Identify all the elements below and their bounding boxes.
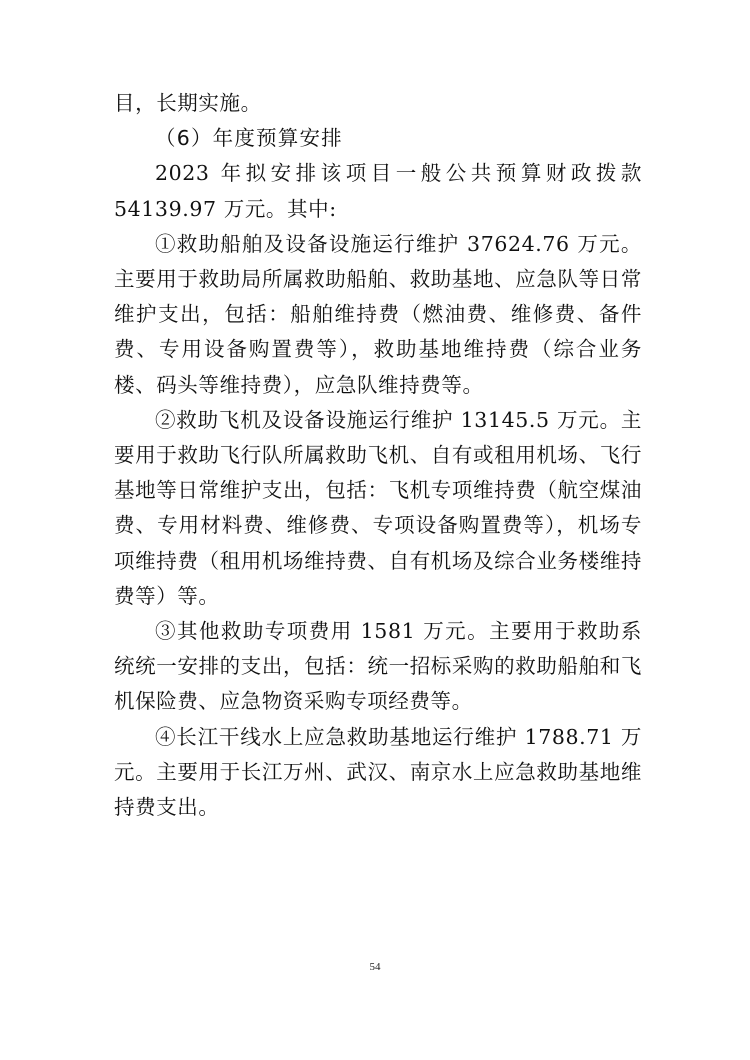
paragraph-other-rescue-expenses: ③其他救助专项费用 1581 万元。主要用于救助系统统一安排的支出，包括：统一招标采购的救助船舶和飞机保险费、应急物资采购专项经费等。 bbox=[114, 619, 642, 714]
page-number: 54 bbox=[369, 961, 381, 973]
paragraph-budget-total: 2023 年拟安排该项目一般公共预算财政拨款 54139.97 万元。其中: bbox=[114, 161, 642, 221]
section-heading-annual-budget: （6）年度预算安排 bbox=[155, 126, 343, 151]
paragraph-yangtze-rescue-base: ④长江干线水上应急救助基地运行维护 1788.71 万元。主要用于长江万州、武汉、南京水上应急救助基地维持费支出。 bbox=[114, 724, 642, 820]
document-body bbox=[114, 86, 642, 825]
paragraph-aircraft-maintenance: ②救助飞机及设备设施运行维护 13145.5 万元。主要用于救助飞行队所属救助飞机、自有或租用机场、飞行基地等日常维护支出，包括：飞机专项维持费（航空煤油费、专用材料费、维修费、专项设备购置费等），机场专项维持费（租用机场维持费、自有机场及综合业务楼维持费等）等。 bbox=[114, 407, 642, 608]
paragraph-continuation: 目，长期实施。 bbox=[114, 91, 262, 115]
paragraph-ship-maintenance: ①救助船舶及设备设施运行维护 37624.76 万元。主要用于救助局所属救助船舶、救助基地、应急队等日常维护支出，包括：船舶维持费（燃油费、维修费、备件费、专用设备购置费等），救助基地维持费（综合业务楼、码头等维持费），应急队维持费等。 bbox=[114, 231, 642, 397]
